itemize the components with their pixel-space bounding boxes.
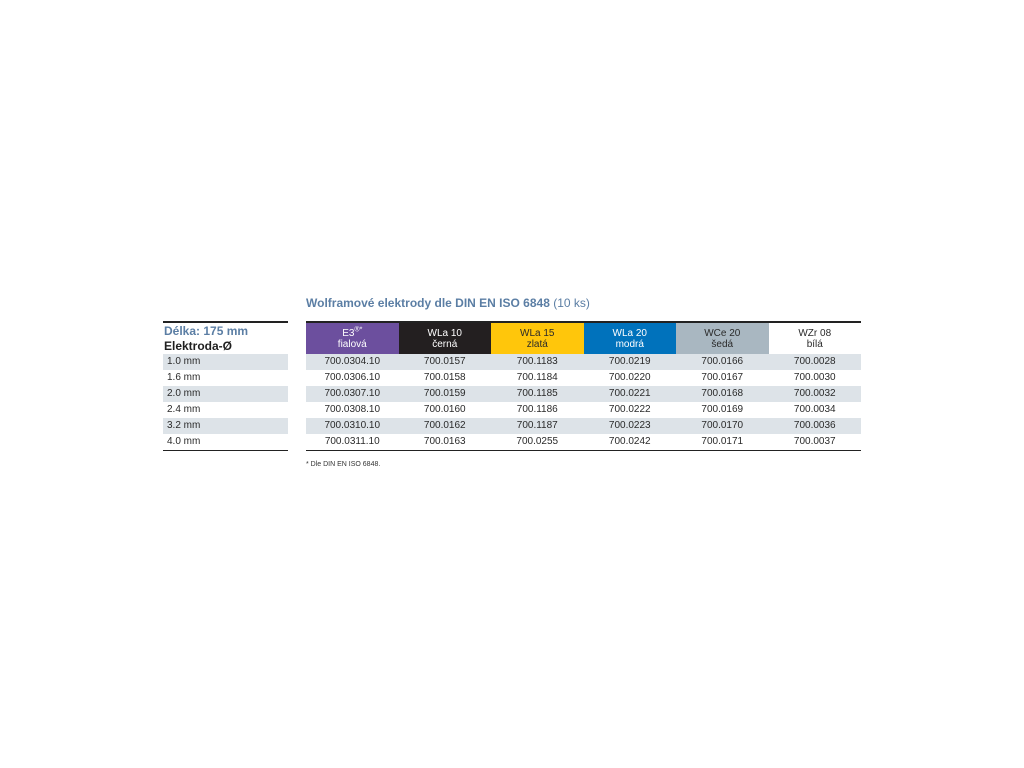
size-cell: 2.0 mm — [163, 386, 288, 402]
table-cell: 700.0167 — [701, 372, 744, 383]
table-title-main: Wolframové elektrody dle DIN EN ISO 6848 — [306, 296, 550, 310]
table-cell: 700.0221 — [608, 388, 651, 399]
table-cell: 700.0304.10 — [324, 356, 381, 367]
table-cell: 700.1186 — [516, 404, 558, 415]
table-cell: 700.0034 — [793, 404, 836, 415]
top-rule — [163, 321, 288, 323]
table-cell: 700.0166 — [701, 356, 744, 367]
size-cell: 1.6 mm — [167, 372, 201, 383]
table-cell: 700.0171 — [701, 436, 744, 447]
table-cell: 700.0311.10 — [324, 436, 380, 447]
length-label: Délka: 175 mm — [164, 324, 249, 338]
table-cell: 700.0030 — [793, 372, 836, 383]
table-cell: 700.0158 — [423, 372, 466, 383]
table-cell: 700.0028 — [793, 356, 836, 367]
table-cell: 700.0036 — [793, 420, 836, 431]
table-cell: 700.1185 — [516, 388, 558, 399]
size-cell: 1.0 mm — [163, 354, 288, 370]
header-color: zlatá — [526, 338, 548, 350]
header-color: černá — [432, 338, 458, 350]
table-cell: 700.0223 — [608, 420, 651, 431]
electrode-table — [306, 321, 861, 451]
table-row — [306, 354, 861, 370]
table-title — [306, 296, 590, 310]
header-cell-e3 — [306, 323, 399, 354]
bottom-rule — [306, 450, 861, 451]
header-type: WLa 15 — [520, 327, 555, 339]
table-cell: 700.0169 — [701, 404, 744, 415]
header-row — [306, 323, 861, 354]
table-cell: 700.1187 — [516, 420, 558, 431]
table-cell: 700.0159 — [423, 388, 466, 399]
table-cell: 700.1183 — [516, 356, 558, 367]
table-row — [306, 434, 861, 450]
table-cell: 700.0306.10 — [324, 372, 381, 383]
table-cell: 700.0032 — [793, 388, 836, 399]
header-cell-wzr08 — [769, 323, 862, 354]
table-cell: 700.0308.10 — [324, 404, 381, 415]
size-rows — [163, 354, 288, 451]
table-row — [306, 402, 861, 418]
header-cell-wla10 — [399, 323, 492, 354]
table-cell: 700.0157 — [423, 356, 466, 367]
table-title-quantity: (10 ks) — [553, 296, 590, 310]
table-cell: 700.0242 — [608, 436, 651, 447]
table-cell: 700.0255 — [516, 436, 559, 447]
header-color: bílá — [806, 338, 823, 350]
table-cell: 700.0220 — [608, 372, 651, 383]
table-cell: 700.0310.10 — [324, 420, 381, 431]
size-cell: 3.2 mm — [163, 418, 288, 434]
size-cell: 4.0 mm — [167, 436, 201, 447]
header-type: WZr 08 — [798, 327, 832, 339]
header-color: fialová — [337, 338, 367, 350]
footnote: * Dle DIN EN ISO 6848. — [306, 461, 381, 468]
header-color: šedá — [711, 338, 734, 350]
header-type: E3®* — [342, 326, 363, 339]
header-type: WLa 20 — [612, 327, 647, 339]
header-type: WLa 10 — [427, 327, 462, 339]
table-cell: 700.1184 — [516, 372, 558, 383]
bottom-rule — [163, 450, 288, 451]
table-cell: 700.0037 — [793, 436, 836, 447]
header-type: WCe 20 — [704, 327, 741, 339]
table-row — [306, 386, 861, 402]
header-cell-wla20 — [584, 323, 677, 354]
table-row — [306, 418, 861, 434]
table-cell: 700.0222 — [608, 404, 651, 415]
table-cell: 700.0160 — [423, 404, 466, 415]
table-cell: 700.0168 — [701, 388, 744, 399]
table-row — [306, 370, 861, 386]
table-cell: 700.0219 — [608, 356, 651, 367]
size-cell: 2.4 mm — [167, 404, 201, 415]
header-cell-wla15 — [491, 323, 584, 354]
diameter-label: Elektroda-Ø — [164, 339, 233, 353]
table-cell: 700.0307.10 — [324, 388, 381, 399]
table-cell: 700.0170 — [701, 420, 744, 431]
header-color: modrá — [615, 338, 644, 350]
table-cell: 700.0162 — [423, 420, 466, 431]
header-cell-wce20 — [676, 323, 769, 354]
table-cell: 700.0163 — [423, 436, 466, 447]
data-rows — [306, 354, 861, 450]
